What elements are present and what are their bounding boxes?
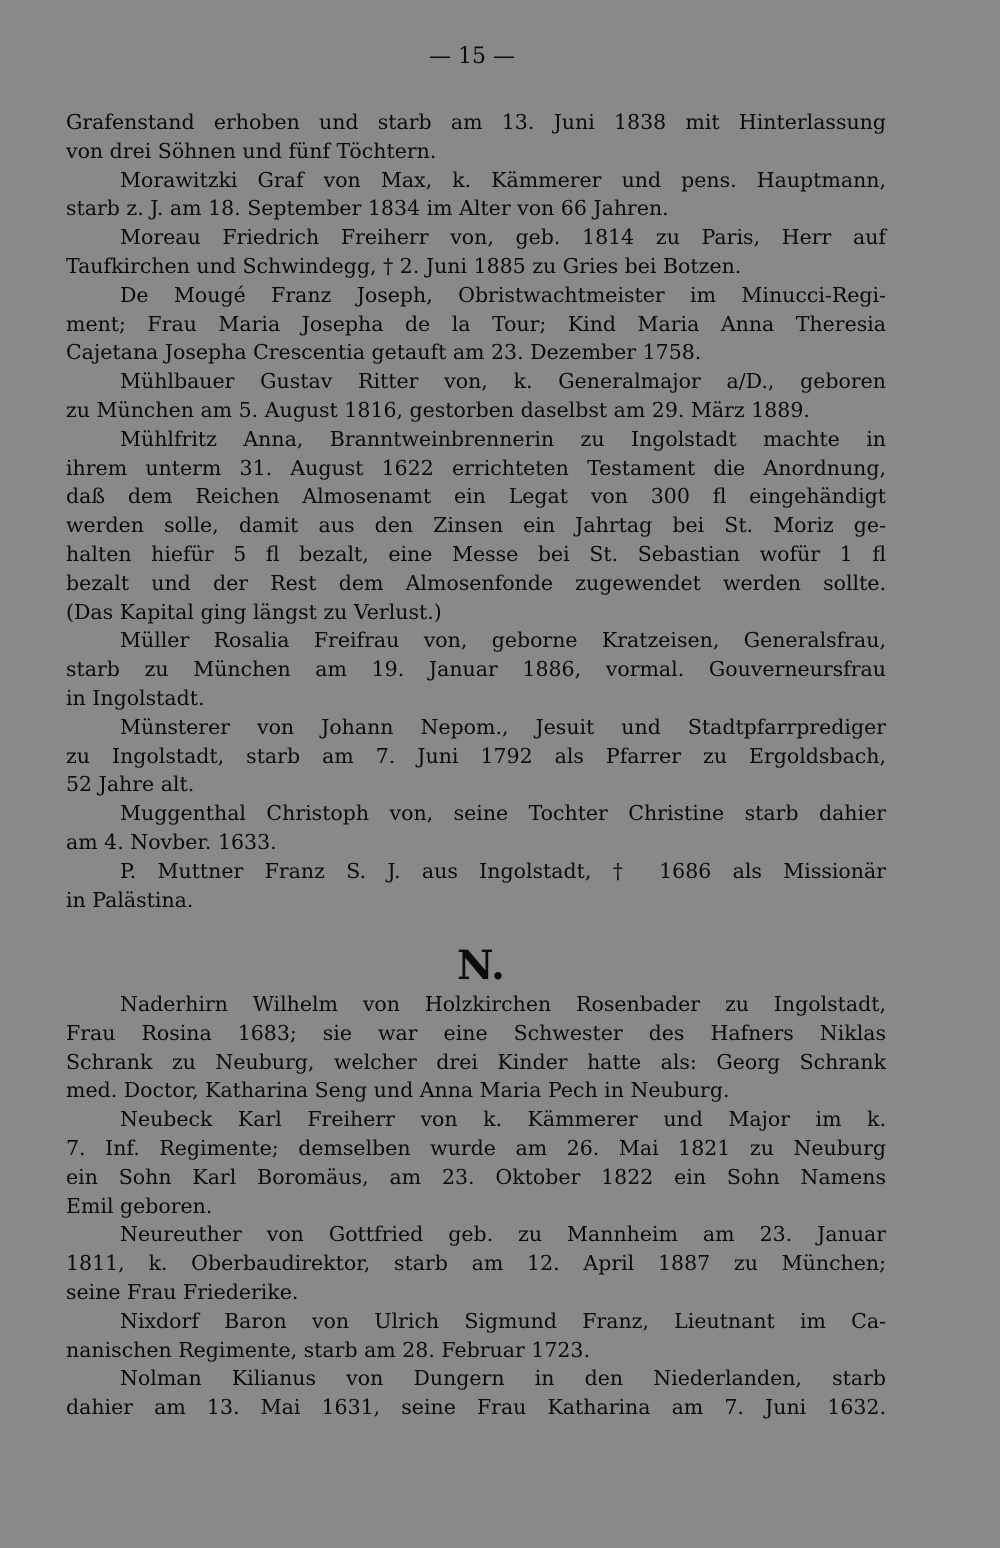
text-line: Neureuther von Gottfried geb. zu Mannheim am 23. Januar: [120, 1222, 886, 1247]
text-line: ein Sohn Karl Boromäus, am 23. Oktober 1822 ein Sohn Namens: [66, 1164, 886, 1189]
text-line: Schrank zu Neuburg, welcher drei Kinder hatte als: Georg Schrank: [66, 1049, 886, 1074]
text-line: bezalt und der Rest dem Almosenfonde zugewendet werden sollte.: [66, 570, 886, 595]
text-line: Nolman Kilianus von Dungern in den Niederlanden, starb: [120, 1366, 886, 1391]
text-line: starb zu München am 19. Januar 1886, vormal. Gouverneursfrau: [66, 657, 886, 682]
document-page: [66, 0, 886, 1548]
text-line: Moreau Friedrich Freiherr von, geb. 1814 zu Paris, Herr auf: [120, 225, 886, 250]
text-line: Grafenstand erhoben und starb am 13. Juni 1838 mit Hinterlassung: [66, 110, 886, 134]
text-line: starb z. J. am 18. September 1834 im Alter von 66 Jahren.: [66, 196, 669, 221]
text-line: Emil geboren.: [66, 1193, 213, 1218]
text-line: Mühlfritz Anna, Branntweinbrennerin zu Ingolstadt machte in: [120, 426, 886, 451]
text-line: med. Doctor, Katharina Seng und Anna Maria Pech in Neuburg.: [66, 1078, 730, 1103]
text-line: 7. Inf. Regimente; demselben wurde am 26. Mai 1821 zu Neuburg: [66, 1135, 886, 1160]
text-line: Frau Rosina 1683; sie war eine Schwester des Hafners Niklas: [66, 1020, 886, 1045]
text-line: (Das Kapital ging längst zu Verlust.): [66, 599, 442, 624]
text-line: ihrem unterm 31. August 1622 errichteten Testament die Anordnung,: [66, 455, 886, 480]
text-line: Naderhirn Wilhelm von Holzkirchen Rosenbader zu Ingolstadt,: [120, 992, 886, 1016]
text-line: am 4. Novber. 1633.: [66, 829, 277, 854]
text-line: zu München am 5. August 1816, gestorben daselbst am 29. März 1889.: [66, 397, 810, 422]
text-line: dahier am 13. Mai 1631, seine Frau Katharina am 7. Juni 1632.: [66, 1395, 886, 1420]
text-line: Müller Rosalia Freifrau von, geborne Kratzeisen, Generalsfrau,: [120, 628, 886, 653]
text-line: Nixdorf Baron von Ulrich Sigmund Franz, Lieutnant im Ca-: [120, 1308, 886, 1333]
entries-block-m: [66, 108, 886, 914]
text-line: werden solle, damit aus den Zinsen ein Jahrtag bei St. Moriz ge-: [66, 513, 886, 538]
text-line: seine Frau Friederike.: [66, 1279, 299, 1304]
text-line: zu Ingolstadt, starb am 7. Juni 1792 als Pfarrer zu Ergoldsbach,: [66, 743, 886, 768]
text-line: Taufkirchen und Schwindegg, † 2. Juni 1885 zu Gries bei Botzen.: [66, 253, 742, 278]
text-line: in Ingolstadt.: [66, 685, 205, 710]
page-number: — 15 —: [429, 44, 515, 69]
text-line: Neubeck Karl Freiherr von k. Kämmerer und Major im k.: [120, 1107, 886, 1132]
text-line: daß dem Reichen Almosenamt ein Legat von 300 fl eingehändigt: [66, 484, 886, 509]
text-line: Cajetana Josepha Crescentia getauft am 23. Dezember 1758.: [66, 340, 702, 365]
text-line: P. Muttner Franz S. J. aus Ingolstadt, † 1686 als Missionär: [120, 858, 886, 883]
text-line: De Mougé Franz Joseph, Obristwachtmeister im Minucci-Regi-: [120, 282, 886, 307]
entries-block-n: [66, 990, 886, 1422]
text-line: von drei Söhnen und fünf Töchtern.: [66, 138, 437, 163]
text-line: Muggenthal Christoph von, seine Tochter Christine starb dahier: [120, 801, 886, 826]
text-line: in Palästina.: [66, 887, 194, 912]
text-line: nanischen Regimente, starb am 28. Februar 1723.: [66, 1337, 590, 1362]
section-heading-letter: N.: [457, 942, 505, 989]
text-line: halten hiefür 5 fl bezalt, eine Messe bei St. Sebastian wofür 1 fl: [66, 541, 886, 566]
text-line: 1811, k. Oberbaudirektor, starb am 12. April 1887 zu München;: [66, 1251, 886, 1276]
text-line: Morawitzki Graf von Max, k. Kämmerer und pens. Hauptmann,: [120, 167, 886, 192]
text-line: Mühlbauer Gustav Ritter von, k. Generalmajor a/D., geboren: [120, 369, 886, 394]
text-line: Münsterer von Johann Nepom., Jesuit und Stadtpfarrprediger: [120, 714, 886, 739]
text-line: ment; Frau Maria Josepha de la Tour; Kind Maria Anna Theresia: [66, 311, 886, 336]
text-line: 52 Jahre alt.: [66, 772, 195, 797]
